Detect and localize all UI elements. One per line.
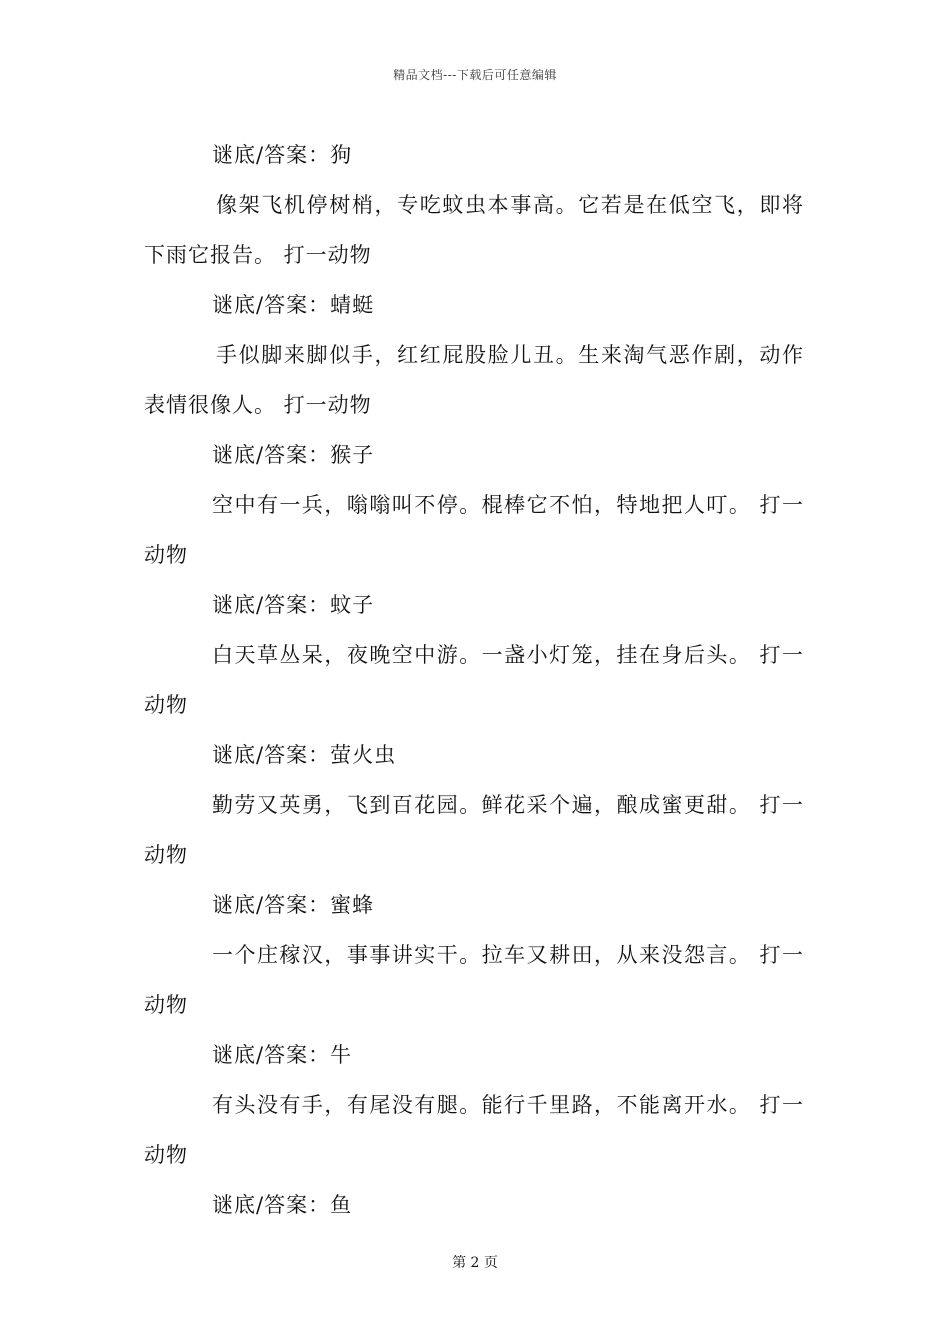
answer-line: 谜底/答案：蜻蜓 [212, 293, 375, 317]
answer-line: 谜底/答案：鱼 [212, 1193, 353, 1217]
riddle-line: 勤劳又英勇，飞到百花园。鲜花采个遍，酿成蜜更甜。 打一 [212, 793, 804, 817]
answer-line: 谜底/答案：狗 [212, 143, 353, 167]
riddle-line: 手似脚来脚似手，红红屁股脸儿丑。生来淘气恶作剧，动作 [216, 343, 804, 367]
riddle-line: 有头没有手，有尾没有腿。能行千里路，不能离开水。 打一 [212, 1093, 804, 1117]
riddle-line-continued: 动物 [144, 1143, 188, 1167]
answer-line: 谜底/答案：蚊子 [212, 593, 375, 617]
page-header: 精品文档---下载后可任意编辑 [393, 68, 557, 82]
riddle-line-continued: 动物 [144, 993, 188, 1017]
answer-line: 谜底/答案：猴子 [212, 443, 375, 467]
page-number: 第 2 页 [452, 1255, 498, 1271]
riddle-line-continued: 动物 [144, 693, 188, 717]
answer-line: 谜底/答案：牛 [212, 1043, 353, 1067]
riddle-line-continued: 动物 [144, 543, 188, 567]
riddle-line: 一个庄稼汉，事事讲实干。拉车又耕田，从来没怨言。 打一 [212, 943, 804, 967]
answer-line: 谜底/答案：蜜蜂 [212, 893, 375, 917]
answer-line: 谜底/答案：萤火虫 [212, 743, 397, 767]
document-body [144, 130, 804, 1230]
riddle-line: 像架飞机停树梢，专吃蚊虫本事高。它若是在低空飞，即将 [216, 193, 804, 217]
riddle-line: 空中有一兵，嗡嗡叫不停。棍棒它不怕，特地把人叮。 打一 [212, 493, 804, 517]
riddle-line-continued: 动物 [144, 843, 188, 867]
riddle-line-continued: 下雨它报告。 打一动物 [144, 243, 372, 267]
riddle-line: 白天草丛呆，夜晚空中游。一盏小灯笼，挂在身后头。 打一 [212, 643, 804, 667]
riddle-line-continued: 表情很像人。 打一动物 [144, 393, 372, 417]
